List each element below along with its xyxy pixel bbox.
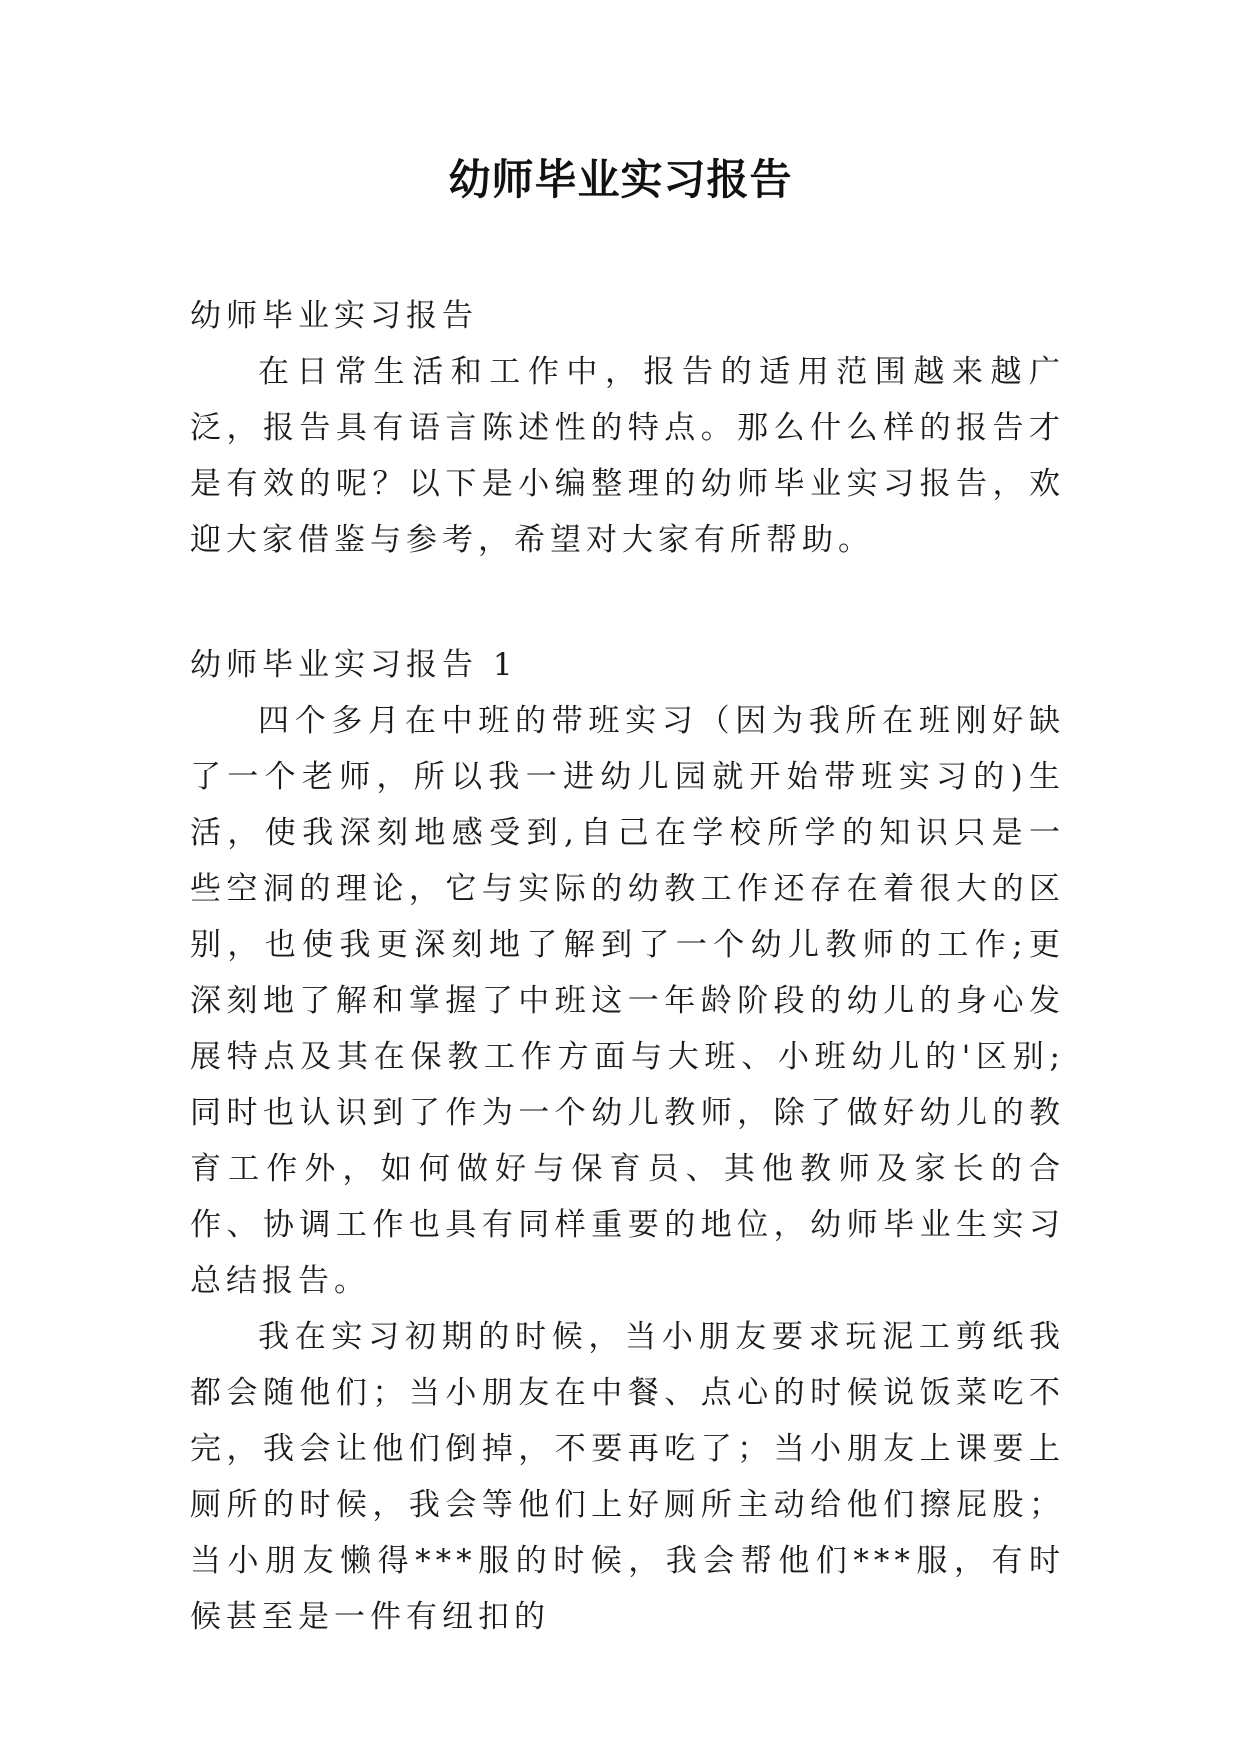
section-gap bbox=[190, 568, 1065, 637]
document-body bbox=[190, 288, 1065, 1645]
intro-heading: 幼师毕业实习报告 bbox=[190, 298, 478, 334]
section1-paragraph-1: 四个多月在中班的带班实习（因为我所在班刚好缺了一个老师，所以我一进幼儿园就开始带班实习的)生活，使我深刻地感受到,自己在学校所学的知识只是一些空洞的理论，它与实际的幼教工作还存在着很大的区别，也使我更深刻地了解到了一个幼儿教师的工作;更深刻地了解和掌握了中班这一年龄阶段的幼儿的身心发展特点及其在保教工作方面与大班、小班幼儿的'区别;同时也认识到了作为一个幼儿教师，除了做好幼儿的教育工作外，如何做好与保育员、其他教师及家长的合作、协调工作也具有同样重要的地位，幼师毕业生实习总结报告。 bbox=[190, 703, 1065, 1299]
section1-paragraph-2: 我在实习初期的时候，当小朋友要求玩泥工剪纸我都会随他们；当小朋友在中餐、点心的时候说饭菜吃不完，我会让他们倒掉，不要再吃了；当小朋友上课要上厕所的时候，我会等他们上好厕所主动给他们擦屁股；当小朋友懒得***服的时候，我会帮他们***服，有时候甚至是一件有纽扣的 bbox=[190, 1319, 1065, 1635]
section1-heading: 幼师毕业实习报告 1 bbox=[190, 647, 518, 683]
intro-paragraph: 在日常生活和工作中，报告的适用范围越来越广泛，报告具有语言陈述性的特点。那么什么样的报告才是有效的呢？以下是小编整理的幼师毕业实习报告，欢迎大家借鉴与参考，希望对大家有所帮助。 bbox=[190, 354, 1065, 558]
document-title: 幼师毕业实习报告 bbox=[448, 155, 793, 204]
